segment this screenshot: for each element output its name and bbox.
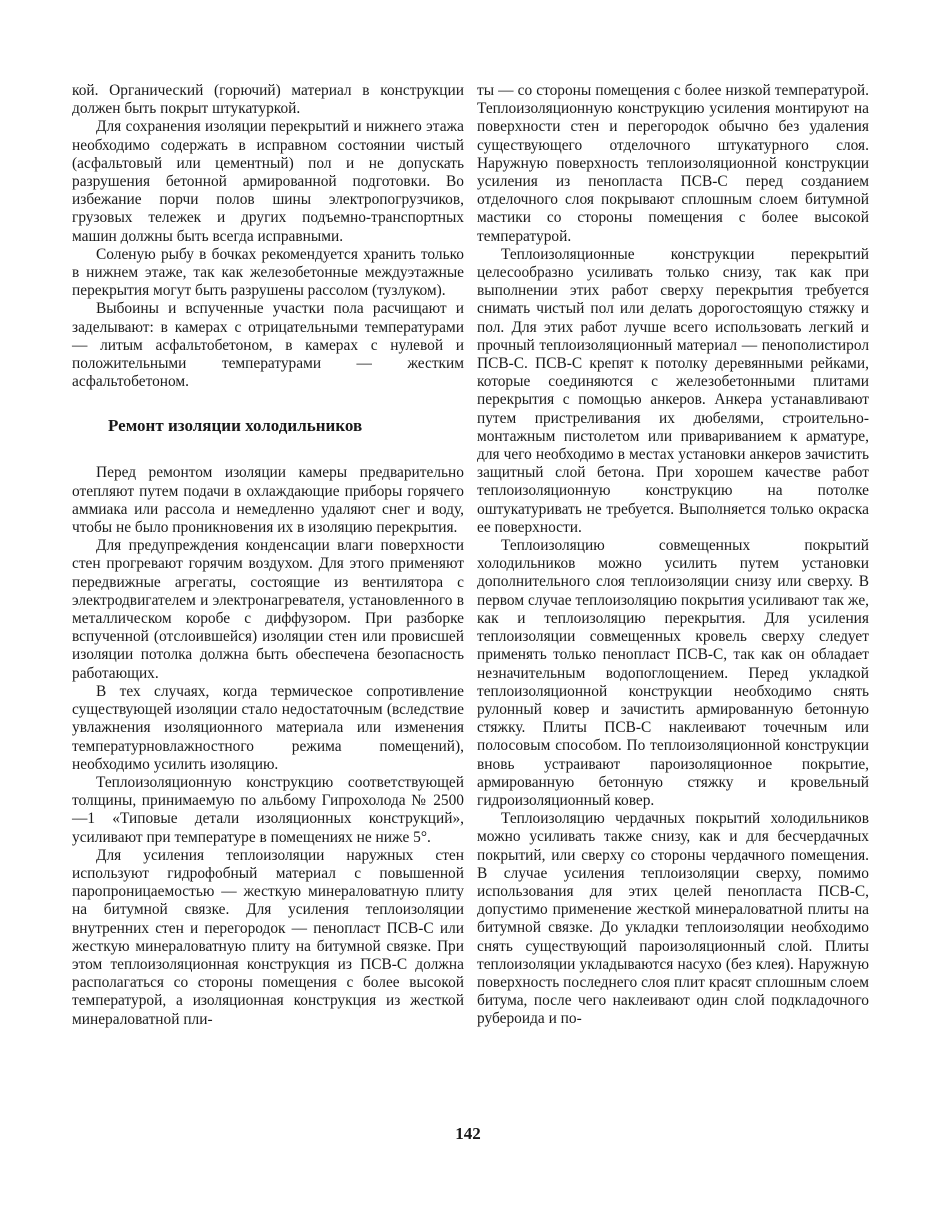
paragraph: ты — со стороны помещения с более низкой температурой. Теплоизоляционную конструкцию усиления монтируют на поверхности стен и перегородок обычно без удаления существующего отделочного штукатурного слоя. Наружную поверхность теплоизоляционной конструкции усиления из пенопласта ПСВ-С перед созданием отделочного слоя покрывают сплошным слоем битумной мастики со стороны помещения с более высокой температурой.: [477, 82, 869, 245]
paragraph: В тех случаях, когда термическое сопротивление существующей изоляции стало недостаточным (вследствие увлажнения изоляционного материала или изменения температурновлажностного режима помещений), необходимо усилить изоляцию.: [72, 682, 464, 773]
paragraph: Перед ремонтом изоляции камеры предварительно отепляют путем подачи в охлаждающие приборы горячего аммиака или рассола и немедленно удаляют снег и воду, чтобы не было проникновения их в изоляцию перекрытия.: [72, 464, 464, 537]
paragraph: кой. Органический (горючий) материал в конструкции должен быть покрыт штукатуркой.: [72, 82, 464, 118]
left-column: [72, 82, 464, 1029]
section-heading: Ремонт изоляции холодильников: [108, 416, 363, 436]
paragraph: Теплоизоляцию совмещенных покрытий холодильников можно усилить путем установки дополнительного слоя теплоизоляции снизу или сверху. В первом случае теплоизоляцию покрытия усиливают так же, как и теплоизоляцию перекрытия. Для усиления теплоизоляции совмещенных кровель сверху следует применять только пенопласт ПСВ-С, так как он обладает незначительным водопоглощением. Перед укладкой теплоизоляционной конструкции необходимо снять рулонный ковер и зачистить армированную бетонную стяжку. Плиты ПСВ-С наклеивают точечным или полосовым способом. По теплоизоляционной конструкции вновь устраивают пароизоляционное покрытие, армированную бетонную стяжку и кровельный гидроизоляционный ковер.: [477, 537, 869, 809]
paragraph: Теплоизоляцию чердачных покрытий холодильников можно усиливать также снизу, как и для бесчердачных покрытий, или сверху со стороны чердачного помещения. В случае усиления теплоизоляции сверху, помимо использования для этих целей пенопласта ПСВ-С, допустимо применение жесткой минераловатной плиты на битумной связке. До укладки теплоизоляции необходимо снять существующий пароизоляционный слой. Плиты теплоизоляции укладываются насухо (без клея). Наружную поверхность последнего слоя плит красят сплошным слоем битума, после чего наклеивают один слой подкладочного рубероида и по-: [477, 810, 869, 1028]
paragraph: Теплоизоляционную конструкцию соответствующей толщины, принимаемую по альбому Гипрохолода № 2500—1 «Типовые детали изоляционных конструкций», усиливают при температуре в помещениях не ниже 5°.: [72, 773, 464, 846]
paragraph: Для сохранения изоляции перекрытий и нижнего этажа необходимо содержать в исправном состоянии чистый (асфальтовый или цементный) пол и не допускать разрушения бетонной армированной подготовки. Во избежание порчи полов шины электропогрузчиков, грузовых тележек и других подъемно-транспортных машин должны быть всегда исправными.: [72, 118, 464, 245]
paragraph: Для усиления теплоизоляции наружных стен используют гидрофобный материал с повышенной паропроницаемостью — жесткую минераловатную плиту на битумной связке. Для усиления теплоизоляции внутренних стен и перегородок — пенопласт ПСВ-С или жесткую минераловатную плиту на битумной связке. При этом теплоизоляционная конструкция из ПСВ-С должна располагаться со стороны помещения с более высокой температурой, а изоляционная конструкция из жесткой минераловатной пли-: [72, 846, 464, 1028]
paragraph: Теплоизоляционные конструкции перекрытий целесообразно усиливать только снизу, так как при выполнении этих работ сверху перекрытия требуется снимать чистый пол или делать дорогостоящую стяжку и пол. Для этих работ лучше всего использовать легкий и прочный теплоизоляционный материал — пенополистирол ПСВ-С. ПСВ-С крепят к потолку деревянными рейками, которые соединяются с железобетонными плитами перекрытия с помощью анкеров. Анкера устанавливают путем пристреливания их дюбелями, строительно-монтажным пистолетом или привариванием к арматуре, для чего необходимо в местах установки анкеров зачистить защитный слой бетона. При хорошем качестве работ теплоизоляционную конструкцию на потолке оштукатуривать не требуется. Выполняется только окраска ее поверхности.: [477, 245, 869, 536]
paragraph: Выбоины и вспученные участки пола расчищают и заделывают: в камерах с отрицательными температурами — литым асфальтобетоном, в камерах с нулевой и положительными температурами — жестким асфальтобетоном.: [72, 300, 464, 391]
paragraph: Для предупреждения конденсации влаги поверхности стен прогревают горячим воздухом. Для этого применяют передвижные агрегаты, состоящие из вентилятора с электродвигателем и электронагревателя, установленного в металлическом коробе с диффузором. При разборке вспученной (отслоившейся) изоляции стен или провисшей изоляции потолка должна быть обеспечена безопасность работающих.: [72, 537, 464, 682]
right-column: [477, 82, 869, 1029]
paragraph: Соленую рыбу в бочках рекомендуется хранить только в нижнем этаже, так как железобетонные междуэтажные перекрытия могут быть разрушены рассолом (тузлуком).: [72, 245, 464, 300]
page-number: 142: [455, 1124, 481, 1143]
